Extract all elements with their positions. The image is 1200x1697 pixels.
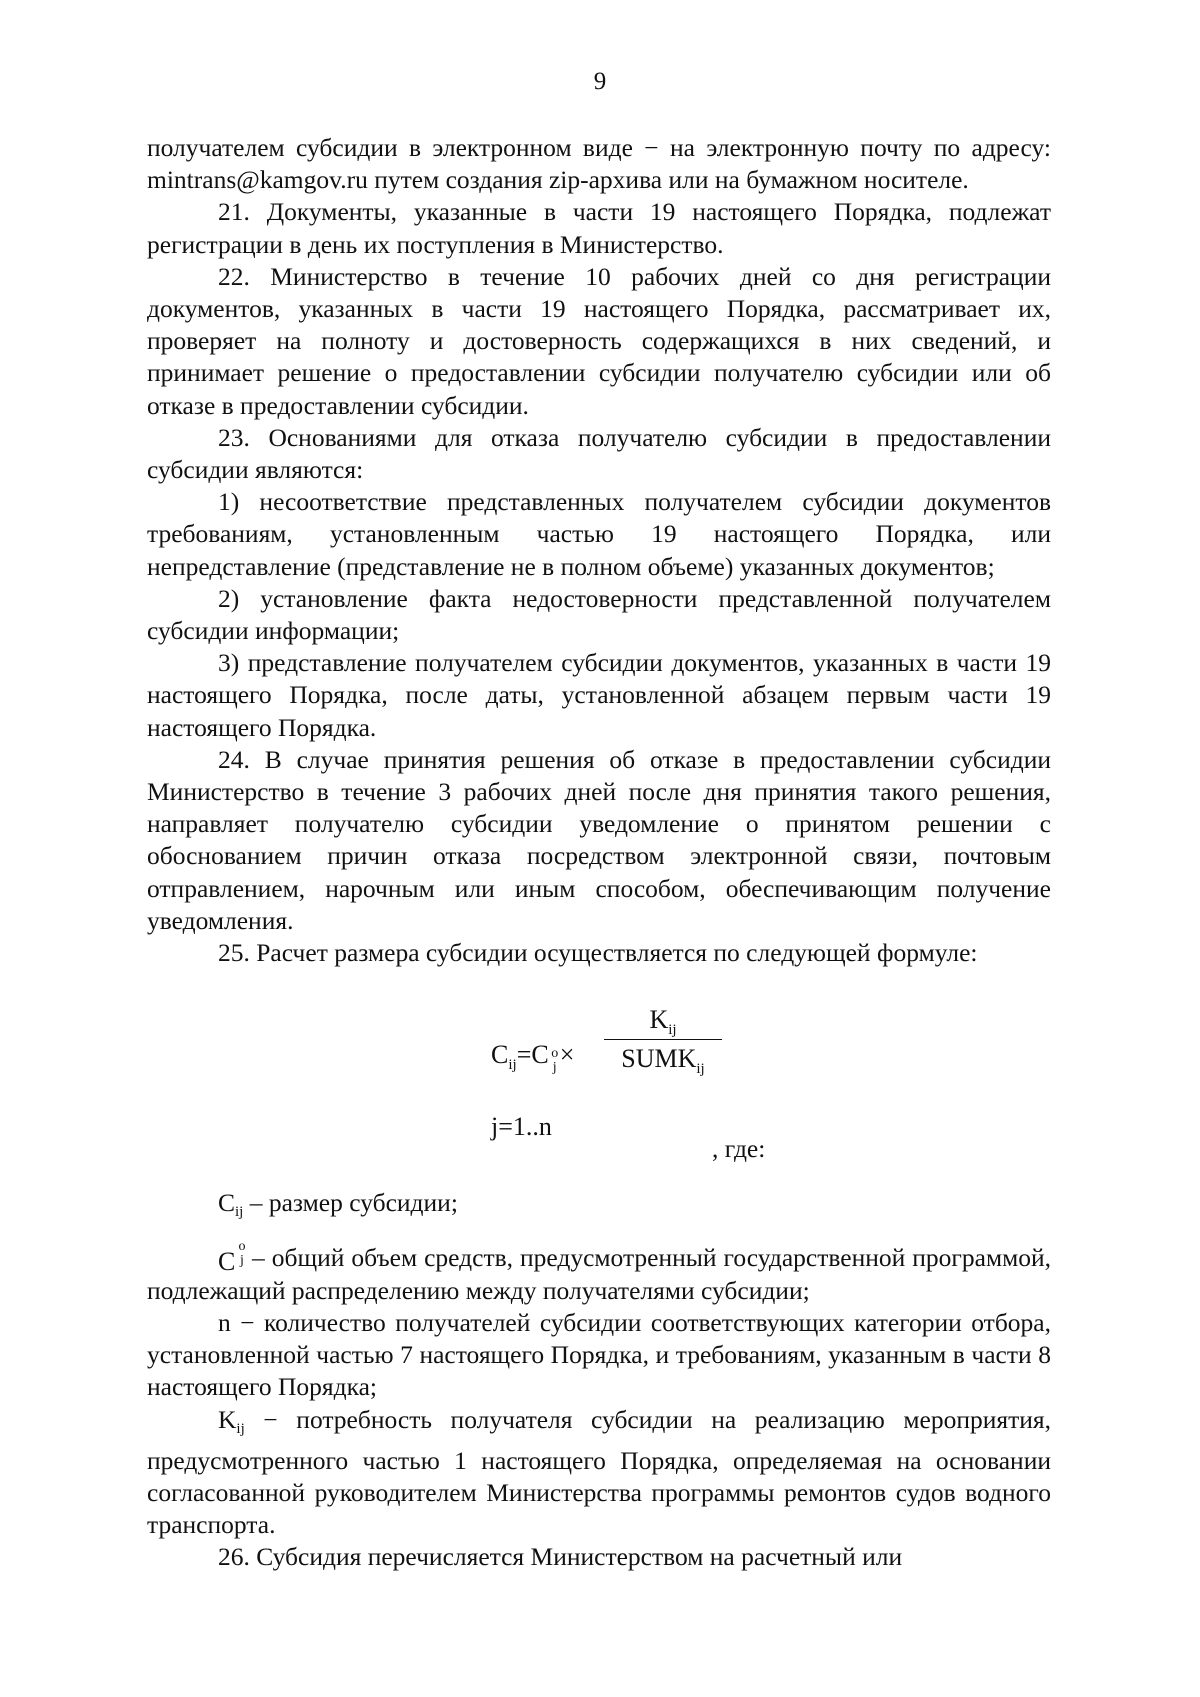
paragraph-23: 23. Основаниями для отказа получателю субсидии в предоставлении субсидии являются: [147, 422, 1051, 485]
formula-range: j=1..n [491, 1112, 552, 1142]
definition-text: − потребность получателя субсидии на реализацию мероприятия, предусмотренного частью 1 настоящего Порядка, определяемая на основании согласованной руководителем Министерства программы ремонтов судов водного транспорта. [147, 1404, 1051, 1540]
fraction-bar [604, 1039, 722, 1040]
formula-denominator [604, 1042, 722, 1076]
paragraph-continued [147, 132, 1051, 196]
definition-superscript: o [238, 1239, 246, 1255]
formula-symbol: SUMK [621, 1044, 697, 1074]
formula-left-side [491, 1039, 574, 1081]
formula-subscript: ij [668, 1022, 677, 1039]
paragraph-24: 24. В случае принятия решения об отказе в предоставлении субсидии Министерство в течение 3 рабочих дней после дня принятия такого решения, направляет получателю субсидии уведомление о принятом решении с обоснованием причин отказа посредством электронной связи, почтовым отправлением, нарочным или иным способом, обеспечивающим получение уведомления. [147, 744, 1051, 935]
definition-coj [147, 1228, 1051, 1306]
definition-symbol: K [218, 1404, 237, 1434]
paragraph-21: 21. Документы, указанные в части 19 настоящего Порядка, подлежат регистрации в день их поступления в Министерство. [147, 197, 1051, 259]
definition-sup-sub [237, 1240, 247, 1268]
definition-text: – общий объем средств, предусмотренный государственной программой, подлежащий распределению между получателями субсидии; [147, 1243, 1051, 1305]
definition-cij [147, 1187, 1051, 1228]
formula-subscript: j [552, 1060, 557, 1076]
paragraph-25: 25. Расчет размера субсидии осуществляется по следующей формуле: [218, 938, 978, 968]
paragraph-text: получателем субсидии в электронном виде − на электронную почту по адресу: [147, 133, 1051, 162]
formula-subscript: ij [696, 1061, 705, 1078]
paragraph-23-item-2: 2) установление факта недостоверности представленной получателем субсидии информации; [147, 583, 1051, 646]
formula-subscript: ij [508, 1057, 517, 1074]
paragraph-23-item-1: 1) несоответствие представленных получателем субсидии документов требованиям, установленным частью 19 настоящего Порядка, или непредставление (представление не в полном объеме) указанных документов; [147, 487, 1051, 581]
formula-fraction [604, 1003, 722, 1076]
formula-sup-sub [550, 1047, 560, 1075]
formula-numerator [604, 1003, 722, 1037]
page-number: 9 [593, 68, 607, 95]
definition-n: n − количество получателей субсидии соответствующих категории отбора, установленной частью 7 настоящего Порядка, и требованиям, указанным в части 8 настоящего Порядка; [147, 1307, 1051, 1402]
definition-symbol: C [218, 1188, 236, 1218]
formula-symbol: K [649, 1005, 669, 1035]
formula-times: × [559, 1040, 575, 1070]
paragraph-23-item-3: 3) представление получателем субсидии документов, указанных в части 19 настоящего Порядка, после даты, установленной абзацем первым части 19 настоящего Порядка. [147, 648, 1051, 742]
definition-subscript: j [240, 1253, 244, 1269]
document-body [147, 132, 1051, 1574]
paragraph-22: 22. Министерство в течение 10 рабочих дней со дня регистрации документов, указанных в части 19 настоящего Порядка, рассматривает их, проверяет на полноту и достоверность содержащихся в них сведений, и принимает решение о предоставлении субсидии получателю субсидии или об отказе в предоставлении субсидии. [147, 261, 1051, 420]
paragraph-text: путем создания zip-архива или на бумажном носителе. [367, 165, 969, 195]
definition-subscript: ij [236, 1420, 245, 1437]
formula-symbol: C [491, 1040, 509, 1070]
formula-where: , где: [712, 1134, 766, 1164]
email-address: mintrans@kamgov.ru [147, 165, 368, 195]
definition-subscript: ij [235, 1204, 244, 1221]
formula-superscript: o [551, 1046, 559, 1062]
definition-kij [147, 1404, 1051, 1542]
definition-symbol: C [218, 1247, 236, 1277]
formula-symbol: C [531, 1040, 549, 1070]
subsidy-formula [147, 969, 1051, 1187]
definition-text: – размер субсидии; [243, 1188, 458, 1218]
paragraph-26: 26. Субсидия перечисляется Министерством на расчетный или [218, 1542, 903, 1572]
formula-equals: = [516, 1040, 532, 1070]
